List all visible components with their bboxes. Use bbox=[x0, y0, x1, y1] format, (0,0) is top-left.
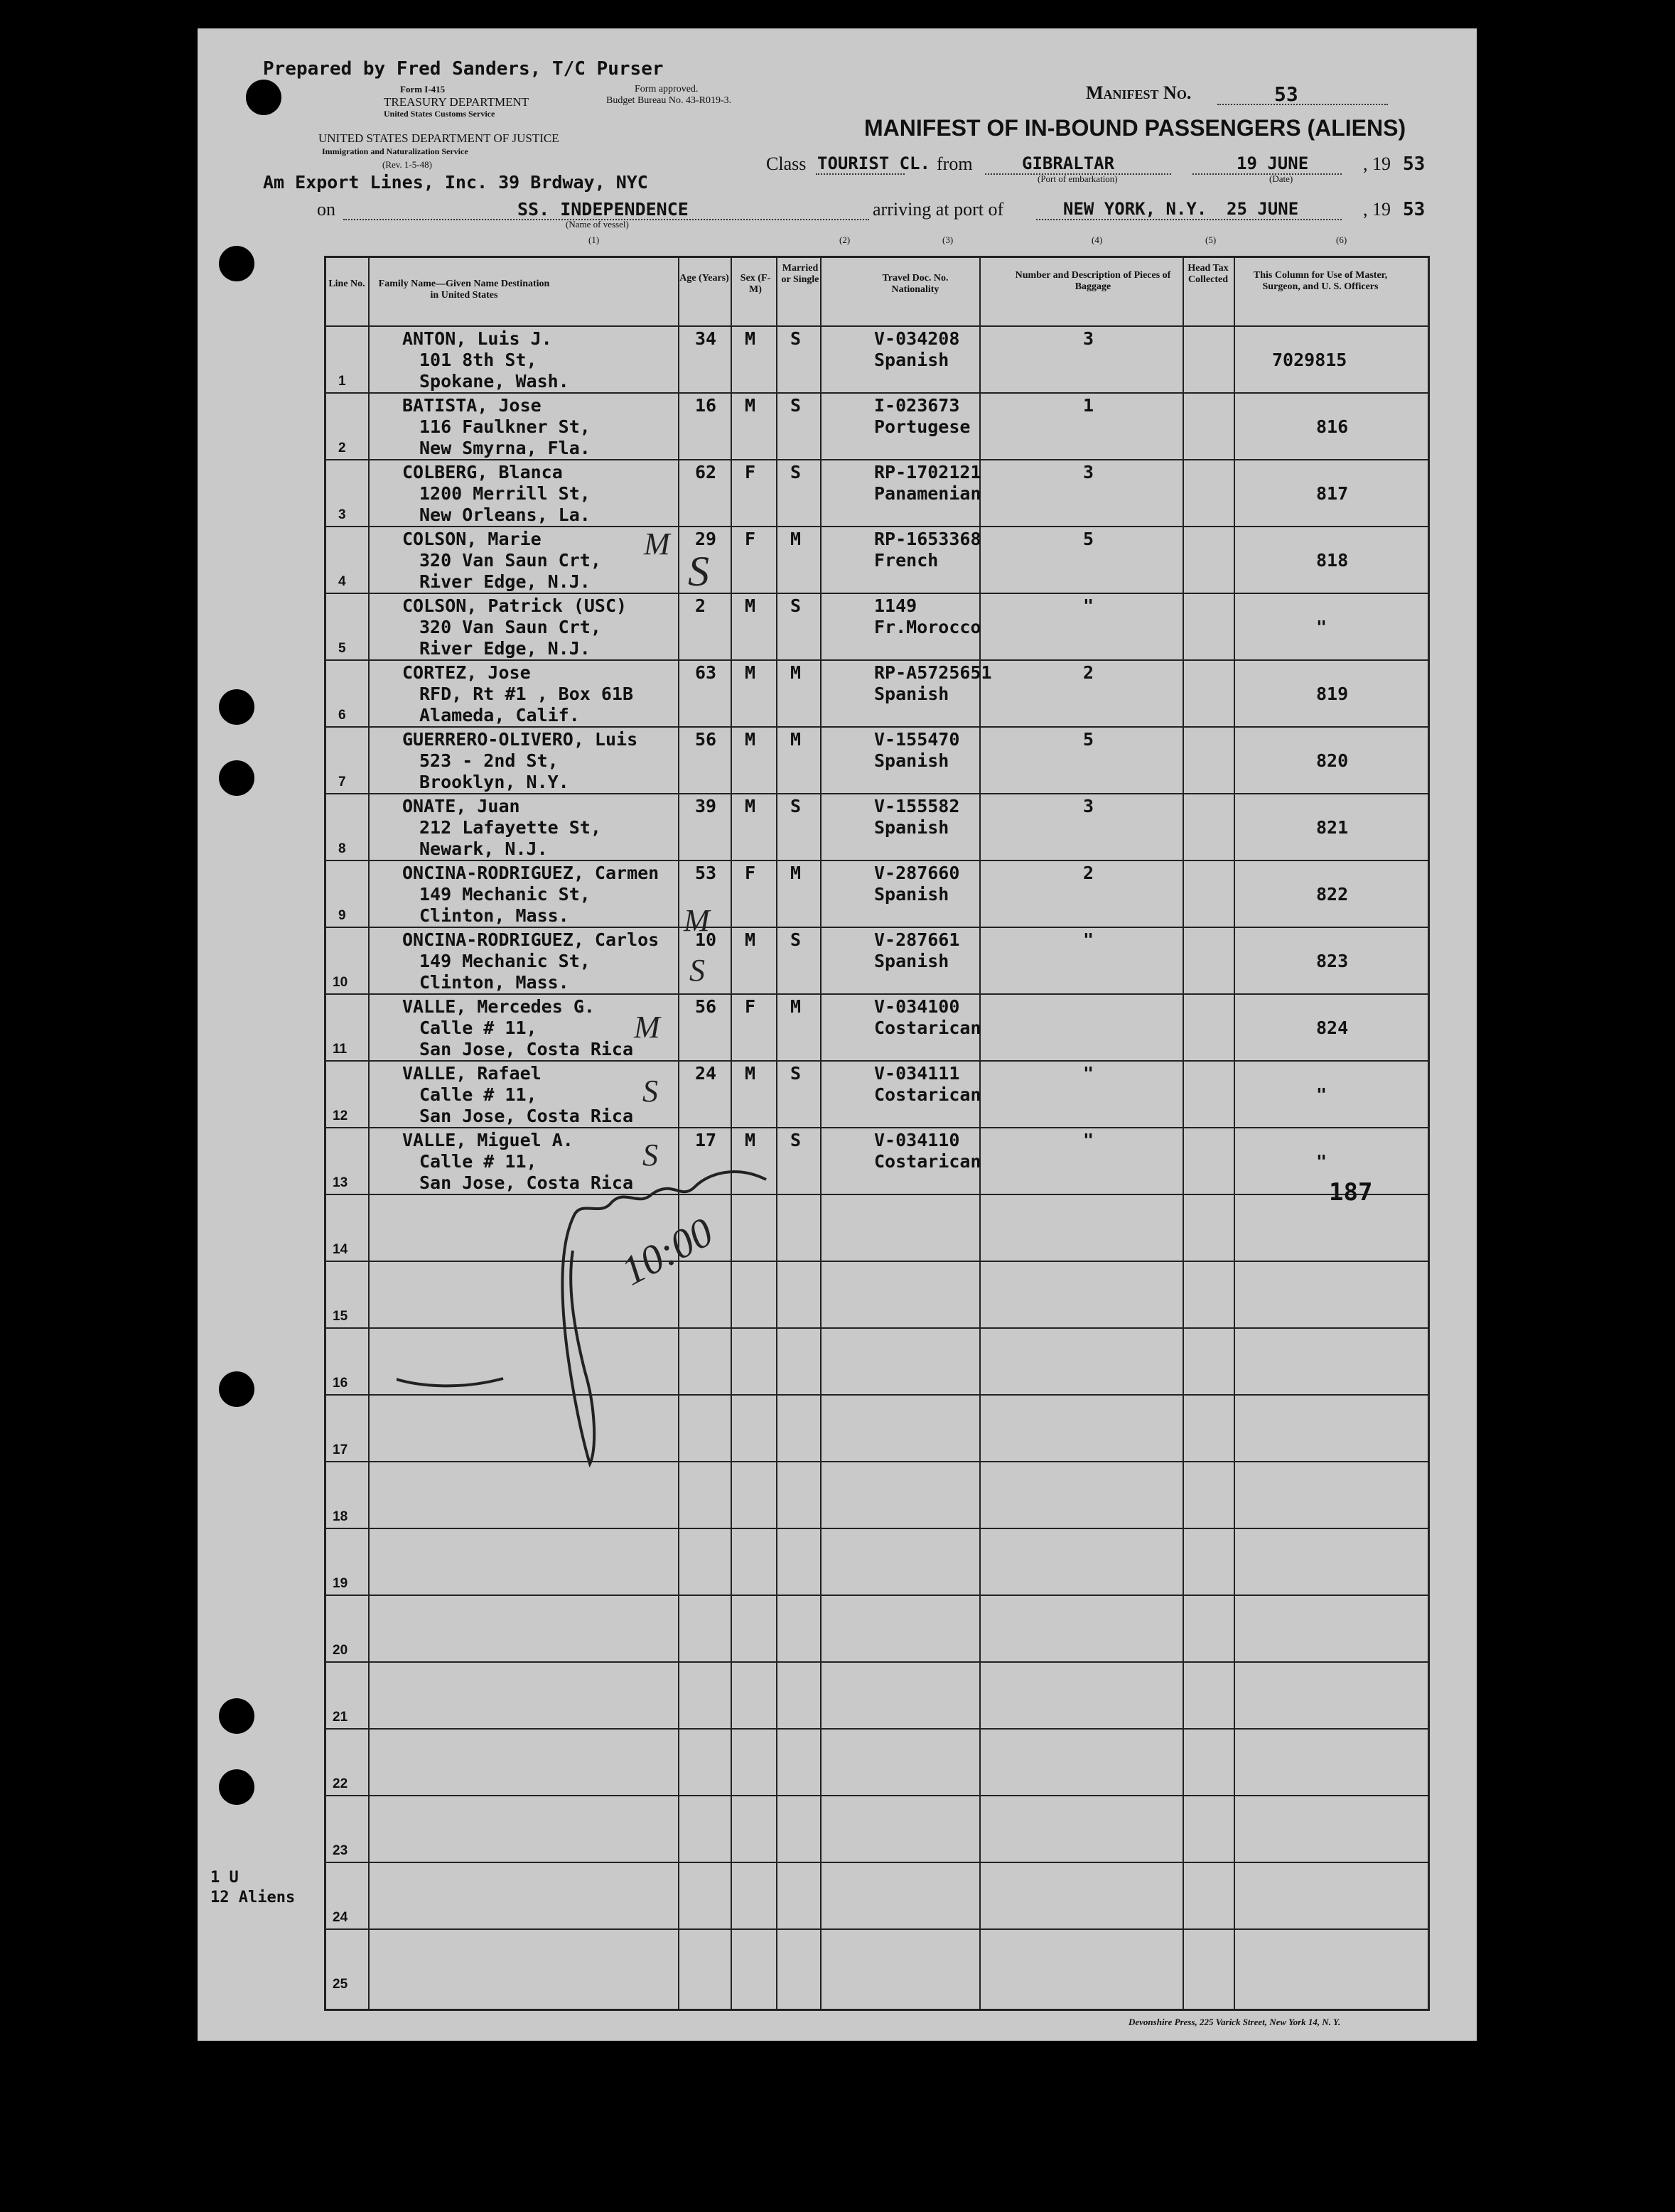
address-city: San Jose, Costa Rica bbox=[419, 1106, 634, 1126]
handwritten-mark: S bbox=[642, 1138, 658, 1172]
travel-doc-no: V-034100 bbox=[874, 996, 960, 1017]
passenger-name: COLSON, Patrick (USC) bbox=[402, 595, 628, 616]
departure-year: 53 bbox=[1403, 153, 1426, 175]
row-divider bbox=[324, 526, 1430, 527]
nationality: Spanish bbox=[874, 684, 949, 704]
punch-hole bbox=[246, 80, 281, 115]
passenger-name: BATISTA, Jose bbox=[402, 395, 542, 416]
line-number: 2 bbox=[338, 441, 346, 455]
marital-status: S bbox=[790, 796, 802, 816]
header-head-tax: Head Tax Collected bbox=[1187, 263, 1229, 285]
class-label: Class bbox=[766, 153, 807, 174]
nationality: Spanish bbox=[874, 951, 949, 971]
age: 2 bbox=[695, 595, 706, 616]
header-officers: This Column for Use of Master, Surgeon, and U. S. Officers bbox=[1253, 270, 1388, 292]
line-number: 15 bbox=[333, 1309, 348, 1324]
margin-note-2: 12 Aliens bbox=[210, 1889, 296, 1906]
baggage-count: 5 bbox=[1083, 729, 1094, 750]
travel-doc-no: V-155582 bbox=[874, 796, 960, 816]
row-divider bbox=[324, 860, 1430, 861]
row-divider bbox=[324, 726, 1430, 728]
marital-status: S bbox=[790, 1063, 802, 1084]
address-city: River Edge, N.J. bbox=[419, 571, 591, 592]
marital-status: M bbox=[790, 729, 802, 750]
departure-date: 19 JUNE bbox=[1237, 153, 1309, 173]
row-divider bbox=[324, 1060, 1430, 1062]
baggage-count: " bbox=[1083, 929, 1094, 950]
sex: M bbox=[745, 662, 756, 683]
arrival-year: 53 bbox=[1403, 199, 1426, 220]
nationality: Costarican bbox=[874, 1018, 981, 1038]
officer-use: " bbox=[1316, 617, 1327, 637]
colnum-2: (2) bbox=[839, 234, 851, 245]
row-divider bbox=[324, 1928, 1430, 1930]
colnum-6: (6) bbox=[1336, 234, 1347, 245]
handwritten-mark: M bbox=[634, 1010, 660, 1045]
passenger-name: ONCINA-RODRIGUEZ, Carlos bbox=[402, 929, 659, 950]
passenger-name: VALLE, Rafael bbox=[402, 1063, 542, 1084]
header-married: Married or Single bbox=[781, 263, 819, 285]
line-number: 24 bbox=[333, 1910, 348, 1925]
officer-use: 820 bbox=[1316, 750, 1349, 771]
age: 56 bbox=[695, 996, 717, 1017]
address-street: Calle # 11, bbox=[419, 1151, 537, 1172]
line-number: 20 bbox=[333, 1643, 348, 1658]
line-number: 19 bbox=[333, 1576, 348, 1591]
sex: M bbox=[745, 929, 756, 950]
address-street: 320 Van Saun Crt, bbox=[419, 617, 601, 637]
on-label: on bbox=[317, 199, 335, 220]
passenger-name: ONCINA-RODRIGUEZ, Carmen bbox=[402, 863, 659, 883]
arrival-port: NEW YORK, N.Y. bbox=[1063, 199, 1207, 219]
punch-hole bbox=[219, 760, 254, 796]
nationality: Spanish bbox=[874, 350, 949, 370]
line-number: 22 bbox=[333, 1776, 348, 1791]
arrival-date: 25 JUNE bbox=[1227, 199, 1299, 219]
passenger-name: ANTON, Luis J. bbox=[402, 328, 552, 349]
sex: M bbox=[745, 796, 756, 816]
address-street: Calle # 11, bbox=[419, 1018, 537, 1038]
travel-doc-no: RP-1653368 bbox=[874, 529, 981, 549]
form-approved: Form approved. bbox=[635, 84, 699, 95]
nationality: Portugese bbox=[874, 416, 971, 437]
passenger-name: VALLE, Miguel A. bbox=[402, 1130, 573, 1150]
baggage-count: " bbox=[1083, 595, 1094, 616]
address-city: New Orleans, La. bbox=[419, 505, 591, 525]
row-divider bbox=[324, 659, 1430, 661]
colnum-5: (5) bbox=[1205, 234, 1217, 245]
officer-use: 821 bbox=[1316, 817, 1349, 838]
line-number: 1 bbox=[338, 374, 346, 389]
address-city: Spokane, Wash. bbox=[419, 371, 569, 392]
punch-hole bbox=[219, 246, 254, 281]
marital-status: S bbox=[790, 462, 802, 482]
company: Am Export Lines, Inc. 39 Brdway, NYC bbox=[263, 172, 648, 193]
travel-doc-no: V-034208 bbox=[874, 328, 960, 349]
nationality: Spanish bbox=[874, 750, 949, 771]
nationality: Panamenian bbox=[874, 483, 981, 504]
line-number: 8 bbox=[338, 841, 346, 856]
header-line-no: Line No. bbox=[328, 279, 365, 289]
sex: M bbox=[745, 328, 756, 349]
officer-use: 818 bbox=[1316, 550, 1349, 571]
travel-doc-no: RP-A5725651 bbox=[874, 662, 992, 683]
handwritten-mark: M bbox=[684, 903, 710, 938]
sex: M bbox=[745, 729, 756, 750]
colnum-4: (4) bbox=[1092, 234, 1103, 245]
line-number: 12 bbox=[333, 1108, 348, 1123]
officer-use: 823 bbox=[1316, 951, 1349, 971]
punch-hole bbox=[219, 689, 254, 725]
age: 29 bbox=[695, 529, 717, 549]
address-city: New Smyrna, Fla. bbox=[419, 438, 591, 458]
age: 17 bbox=[695, 1130, 717, 1150]
stamp-number: 187 bbox=[1329, 1178, 1373, 1207]
travel-doc-no: V-034111 bbox=[874, 1063, 960, 1084]
line-number: 3 bbox=[338, 507, 346, 522]
address-street: 101 8th St, bbox=[419, 350, 537, 370]
marital-status: M bbox=[790, 863, 802, 883]
sex: M bbox=[745, 595, 756, 616]
age: 16 bbox=[695, 395, 717, 416]
manifest-no-label: Manifest No. bbox=[1086, 82, 1192, 103]
printer-imprint: Devonshire Press, 225 Varick Street, New York 14, N. Y. bbox=[1129, 2017, 1341, 2027]
age: 63 bbox=[695, 662, 717, 683]
travel-doc-no: I-023673 bbox=[874, 395, 960, 416]
officer-use: " bbox=[1316, 1151, 1327, 1172]
line-number: 16 bbox=[333, 1376, 348, 1391]
officer-use: 824 bbox=[1316, 1018, 1349, 1038]
line-number: 21 bbox=[333, 1710, 348, 1725]
line-number: 9 bbox=[338, 908, 346, 923]
year-prefix-2: , 19 bbox=[1363, 199, 1391, 220]
address-street: 320 Van Saun Crt, bbox=[419, 550, 601, 571]
line-number: 5 bbox=[338, 641, 346, 656]
address-street: 149 Mechanic St, bbox=[419, 884, 591, 905]
age: 62 bbox=[695, 462, 717, 482]
baggage-count: " bbox=[1083, 1130, 1094, 1150]
punch-hole bbox=[219, 1698, 254, 1734]
marital-status: S bbox=[790, 929, 802, 950]
handwritten-mark: S bbox=[689, 953, 705, 988]
vessel-name: SS. INDEPENDENCE bbox=[517, 199, 689, 220]
passenger-name: CORTEZ, Jose bbox=[402, 662, 531, 683]
address-street: RFD, Rt #1 , Box 61B bbox=[419, 684, 634, 704]
baggage-count: 3 bbox=[1083, 462, 1094, 482]
marital-status: M bbox=[790, 662, 802, 683]
officer-use: 7029815 bbox=[1272, 350, 1347, 370]
passenger-name: VALLE, Mercedes G. bbox=[402, 996, 595, 1017]
manifest-no: 53 bbox=[1274, 82, 1298, 106]
address-street: Calle # 11, bbox=[419, 1084, 537, 1105]
header-travel-doc: Travel Doc. No. Nationality bbox=[882, 273, 949, 295]
address-city: Clinton, Mass. bbox=[419, 972, 569, 993]
header-age: Age (Years) bbox=[679, 273, 729, 284]
officer-use: " bbox=[1316, 1084, 1327, 1105]
travel-doc-no: V-287660 bbox=[874, 863, 960, 883]
baggage-count: " bbox=[1083, 1063, 1094, 1084]
age: 53 bbox=[695, 863, 717, 883]
margin-note-1: 1 U bbox=[210, 1869, 239, 1887]
sex: M bbox=[745, 1130, 756, 1150]
row-divider bbox=[324, 459, 1430, 460]
officer-use: 819 bbox=[1316, 684, 1349, 704]
form-number: Form I-415 bbox=[400, 84, 446, 95]
nationality: Spanish bbox=[874, 817, 949, 838]
handwritten-mark: S bbox=[688, 548, 709, 595]
baggage-count: 3 bbox=[1083, 328, 1094, 349]
line-number: 6 bbox=[338, 708, 346, 723]
sex: M bbox=[745, 1063, 756, 1084]
year-prefix: , 19 bbox=[1363, 153, 1391, 174]
address-city: San Jose, Costa Rica bbox=[419, 1039, 634, 1059]
row-divider bbox=[324, 1795, 1430, 1796]
row-divider bbox=[324, 1728, 1430, 1730]
baggage-count: 1 bbox=[1083, 395, 1094, 416]
age: 56 bbox=[695, 729, 717, 750]
class-value: TOURIST CL. bbox=[817, 153, 930, 173]
header-sex: Sex (F-M) bbox=[740, 273, 771, 295]
officer-use: 822 bbox=[1316, 884, 1349, 905]
handwritten-mark: S bbox=[642, 1074, 658, 1108]
travel-doc-no: RP-1702121 bbox=[874, 462, 981, 482]
address-city: Brooklyn, N.Y. bbox=[419, 772, 569, 792]
ins: Immigration and Naturalization Service bbox=[322, 146, 468, 156]
port-of-embarkation: GIBRALTAR bbox=[1022, 153, 1115, 173]
travel-doc-no: V-287661 bbox=[874, 929, 960, 950]
vessel-caption: (Name of vessel) bbox=[566, 219, 629, 230]
officer-use: 817 bbox=[1316, 483, 1349, 504]
customs-service: United States Customs Service bbox=[384, 109, 495, 119]
passenger-name: ONATE, Juan bbox=[402, 796, 520, 816]
address-street: 1200 Merrill St, bbox=[419, 483, 591, 504]
address-city: Newark, N.J. bbox=[419, 838, 548, 859]
line-number: 18 bbox=[333, 1509, 348, 1524]
budget-bureau: Budget Bureau No. 43-R019-3. bbox=[606, 95, 732, 106]
from-label: from bbox=[937, 153, 973, 174]
row-divider bbox=[324, 1661, 1430, 1663]
revision: (Rev. 1-5-48) bbox=[382, 159, 432, 170]
marital-status: S bbox=[790, 328, 802, 349]
marital-status: M bbox=[790, 996, 802, 1017]
line-number: 17 bbox=[333, 1442, 348, 1457]
manifest-title: MANIFEST OF IN-BOUND PASSENGERS (ALIENS) bbox=[864, 115, 1406, 141]
handwritten-mark: M bbox=[644, 527, 670, 561]
row-divider bbox=[324, 593, 1430, 594]
address-city: Clinton, Mass. bbox=[419, 905, 569, 926]
row-divider bbox=[324, 793, 1430, 794]
address-city: Alameda, Calif. bbox=[419, 705, 580, 725]
row-divider bbox=[324, 927, 1430, 928]
address-street: 212 Lafayette St, bbox=[419, 817, 601, 838]
row-divider bbox=[324, 1528, 1430, 1529]
sex: F bbox=[745, 529, 756, 549]
arriving-label: arriving at port of bbox=[873, 199, 1004, 220]
travel-doc-no: V-155470 bbox=[874, 729, 960, 750]
age: 10 bbox=[695, 929, 717, 950]
address-street: 149 Mechanic St, bbox=[419, 951, 591, 971]
baggage-count: 2 bbox=[1083, 863, 1094, 883]
handwritten-signature bbox=[397, 1137, 795, 1506]
prepared-by-note: Prepared by Fred Sanders, T/C Purser bbox=[263, 58, 664, 80]
embark-caption: (Port of embarkation) bbox=[1038, 173, 1118, 184]
passenger-name: GUERRERO-OLIVERO, Luis bbox=[402, 729, 638, 750]
travel-doc-no: 1149 bbox=[874, 595, 917, 616]
nationality: Fr.Morocco bbox=[874, 617, 981, 637]
passenger-name: COLSON, Marie bbox=[402, 529, 542, 549]
nationality: Costarican bbox=[874, 1151, 981, 1172]
address-street: 523 - 2nd St, bbox=[419, 750, 559, 771]
line-number: 7 bbox=[338, 775, 346, 789]
sex: F bbox=[745, 863, 756, 883]
sex: M bbox=[745, 395, 756, 416]
row-divider bbox=[324, 1595, 1430, 1596]
age: 39 bbox=[695, 796, 717, 816]
handwritten-time: 10:00 bbox=[613, 1208, 721, 1295]
row-divider bbox=[324, 993, 1430, 995]
colnum-1: (1) bbox=[588, 234, 600, 245]
line-number: 13 bbox=[333, 1175, 348, 1190]
marital-status: M bbox=[790, 529, 802, 549]
marital-status: S bbox=[790, 595, 802, 616]
row-divider bbox=[324, 1862, 1430, 1863]
punch-hole bbox=[219, 1769, 254, 1805]
row-divider bbox=[324, 1127, 1430, 1128]
address-street: 116 Faulkner St, bbox=[419, 416, 591, 437]
line-number: 14 bbox=[333, 1242, 348, 1257]
nationality: Spanish bbox=[874, 884, 949, 905]
nationality: French bbox=[874, 550, 939, 571]
line-number: 23 bbox=[333, 1843, 348, 1858]
travel-doc-no: V-034110 bbox=[874, 1130, 960, 1150]
marital-status: S bbox=[790, 1130, 802, 1150]
sex: F bbox=[745, 996, 756, 1017]
baggage-count: 5 bbox=[1083, 529, 1094, 549]
row-divider bbox=[324, 392, 1430, 394]
address-city: River Edge, N.J. bbox=[419, 638, 591, 659]
header-name: Family Name—Given Name Destination in United States bbox=[378, 279, 550, 301]
passenger-name: COLBERG, Blanca bbox=[402, 462, 563, 482]
baggage-count: 2 bbox=[1083, 662, 1094, 683]
line-number: 25 bbox=[333, 1977, 348, 1992]
treasury-dept: TREASURY DEPARTMENT bbox=[384, 95, 529, 109]
punch-hole bbox=[219, 1371, 254, 1407]
baggage-count: 3 bbox=[1083, 796, 1094, 816]
age: 34 bbox=[695, 328, 717, 349]
officer-use: 816 bbox=[1316, 416, 1349, 437]
colnum-3: (3) bbox=[942, 234, 954, 245]
address-city: San Jose, Costa Rica bbox=[419, 1172, 634, 1193]
manifest-page bbox=[198, 28, 1477, 2041]
line-number: 10 bbox=[333, 975, 348, 990]
age: 24 bbox=[695, 1063, 717, 1084]
nationality: Costarican bbox=[874, 1084, 981, 1105]
line-number: 11 bbox=[333, 1042, 348, 1057]
marital-status: S bbox=[790, 395, 802, 416]
sex: F bbox=[745, 462, 756, 482]
date-caption: (Date) bbox=[1269, 173, 1293, 184]
doj: UNITED STATES DEPARTMENT OF JUSTICE bbox=[318, 131, 559, 145]
header-baggage: Number and Description of Pieces of Baggage bbox=[1015, 270, 1171, 292]
line-number: 4 bbox=[338, 574, 346, 589]
